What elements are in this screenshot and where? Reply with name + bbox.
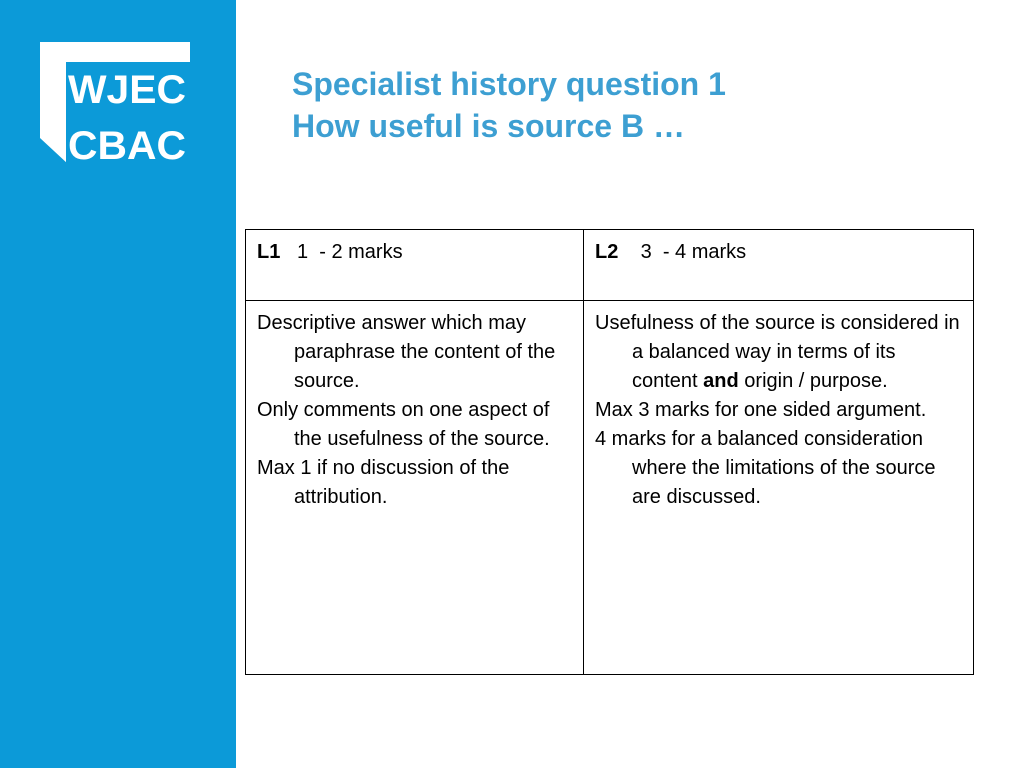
descriptor-point: Only comments on one aspect of the usefulness of the source. [257,399,550,450]
mark-scheme-table [245,229,974,675]
marks-range: 3 - 4 marks [640,241,747,263]
header-cell-level-1 [246,230,584,301]
marks-range: 1 - 2 marks [297,241,403,263]
table-body-row [246,301,974,675]
sidebar [0,0,236,768]
title-line-2: How useful is source B … [292,108,685,144]
level-label: L1 [257,241,281,263]
level-label: L2 [595,241,619,263]
descriptor-text: origin / purpose. [744,370,888,392]
descriptor-cell-level-1 [246,301,584,675]
descriptor-point: Max 3 marks for one sided argument. [595,399,927,421]
descriptor-point: Descriptive answer which may paraphrase the content of the source. [257,312,556,392]
logo-text-line1: WJEC [68,68,186,112]
descriptor-text: Usefulness of the source is considered in a balanced way in terms of its content [595,312,960,392]
descriptor-point [595,309,963,396]
page-title [292,63,992,147]
title-line-1: Specialist history question 1 [292,66,726,102]
descriptor-point: 4 marks for a balanced consideration where the limitations of the source are discussed. [595,428,936,508]
descriptor-point: Max 1 if no discussion of the attribution. [257,457,510,508]
descriptor-cell-level-2 [584,301,974,675]
wjec-cbac-logo [40,42,190,164]
header-cell-level-2 [584,230,974,301]
emphasis-and: and [703,370,739,392]
table-header-row [246,230,974,301]
logo-text-line2: CBAC [68,124,186,164]
